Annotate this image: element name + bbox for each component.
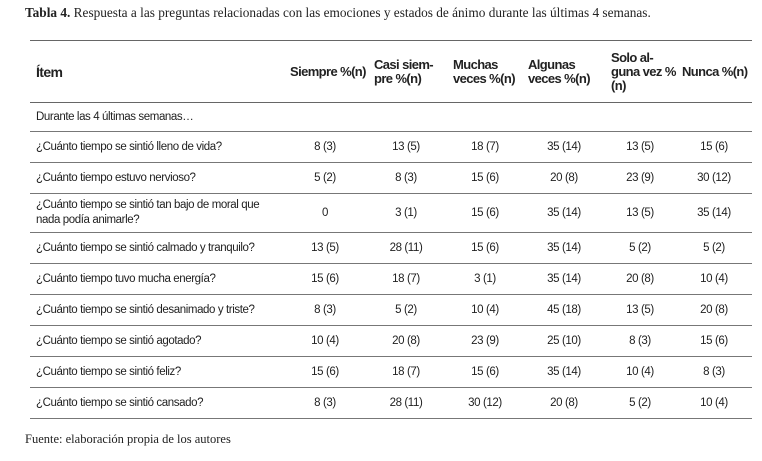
- row-item: ¿Cuánto tiempo se sintió feliz?: [30, 357, 284, 388]
- results-table: [30, 40, 752, 419]
- row-value: 10 (4): [604, 357, 676, 388]
- row-value: 10 (4): [676, 264, 752, 295]
- row-value: 20 (8): [604, 264, 676, 295]
- row-item: ¿Cuánto tiempo se sintió agotado?: [30, 326, 284, 357]
- row-value: 8 (3): [284, 295, 366, 326]
- row-item: ¿Cuánto tiempo se sintió desanimado y triste?: [30, 295, 284, 326]
- header-algunas-veces: Algunas veces %(n): [524, 41, 604, 103]
- row-value: 15 (6): [284, 357, 366, 388]
- table-row: [30, 264, 752, 295]
- row-value: 35 (14): [524, 264, 604, 295]
- row-value: 15 (6): [446, 357, 524, 388]
- table-row: [30, 388, 752, 419]
- row-value: 35 (14): [524, 194, 604, 233]
- row-value: 20 (8): [524, 388, 604, 419]
- row-item: ¿Cuánto tiempo se sintió cansado?: [30, 388, 284, 419]
- row-value: 15 (6): [446, 194, 524, 233]
- row-value: 10 (4): [446, 295, 524, 326]
- row-value: 5 (2): [604, 388, 676, 419]
- row-value: 15 (6): [446, 233, 524, 264]
- row-value: 13 (5): [284, 233, 366, 264]
- table-caption: [25, 5, 651, 21]
- row-value: 35 (14): [524, 357, 604, 388]
- row-value: 8 (3): [604, 326, 676, 357]
- row-value: 10 (4): [676, 388, 752, 419]
- row-value: 35 (14): [676, 194, 752, 233]
- row-value: 5 (2): [604, 233, 676, 264]
- table-row: [30, 233, 752, 264]
- row-value: 3 (1): [446, 264, 524, 295]
- row-value: 18 (7): [366, 357, 446, 388]
- section-row: [30, 103, 752, 132]
- row-item: ¿Cuánto tiempo estuvo nervioso?: [30, 163, 284, 194]
- row-value: 15 (6): [676, 132, 752, 163]
- table-row: [30, 357, 752, 388]
- header-casi-siempre: Casi siem-pre %(n): [366, 41, 446, 103]
- row-value: 13 (5): [366, 132, 446, 163]
- caption-label: Tabla 4.: [25, 5, 71, 20]
- row-value: 5 (2): [366, 295, 446, 326]
- row-value: 20 (8): [676, 295, 752, 326]
- row-value: 30 (12): [676, 163, 752, 194]
- header-muchas-veces: Muchas veces %(n): [446, 41, 524, 103]
- row-value: 15 (6): [284, 264, 366, 295]
- row-value: 8 (3): [676, 357, 752, 388]
- row-value: 28 (11): [366, 233, 446, 264]
- row-value: 35 (14): [524, 233, 604, 264]
- row-value: 8 (3): [366, 163, 446, 194]
- row-value: 10 (4): [284, 326, 366, 357]
- row-value: 13 (5): [604, 194, 676, 233]
- row-value: 20 (8): [524, 163, 604, 194]
- row-value: 35 (14): [524, 132, 604, 163]
- row-item: ¿Cuánto tiempo se sintió lleno de vida?: [30, 132, 284, 163]
- row-value: 45 (18): [524, 295, 604, 326]
- row-value: 3 (1): [366, 194, 446, 233]
- row-value: 20 (8): [366, 326, 446, 357]
- header-row: [30, 41, 752, 103]
- row-value: 15 (6): [676, 326, 752, 357]
- table-row: [30, 132, 752, 163]
- row-value: 5 (2): [284, 163, 366, 194]
- row-value: 23 (9): [604, 163, 676, 194]
- row-value: 13 (5): [604, 132, 676, 163]
- row-value: 28 (11): [366, 388, 446, 419]
- row-value: 8 (3): [284, 388, 366, 419]
- row-item: ¿Cuánto tiempo se sintió calmado y tranquilo?: [30, 233, 284, 264]
- header-item: Ítem: [30, 41, 284, 103]
- row-value: 30 (12): [446, 388, 524, 419]
- row-item: ¿Cuánto tiempo tuvo mucha energía?: [30, 264, 284, 295]
- row-value: 0: [284, 194, 366, 233]
- header-solo-alguna-vez: Solo al-guna vez %(n): [604, 41, 676, 103]
- row-value: 5 (2): [676, 233, 752, 264]
- caption-text: Respuesta a las preguntas relacionadas con las emociones y estados de ánimo durante las últimas 4 semanas.: [70, 5, 651, 20]
- table-row: [30, 295, 752, 326]
- header-siempre: Siempre %(n): [284, 41, 366, 103]
- row-value: 8 (3): [284, 132, 366, 163]
- footnote: Fuente: elaboración propia de los autores: [25, 432, 231, 446]
- row-value: 18 (7): [446, 132, 524, 163]
- row-value: 13 (5): [604, 295, 676, 326]
- table-row: [30, 163, 752, 194]
- table-row: [30, 326, 752, 357]
- table-row: [30, 194, 752, 233]
- row-value: 25 (10): [524, 326, 604, 357]
- row-value: 23 (9): [446, 326, 524, 357]
- row-item: ¿Cuánto tiempo se sintió tan bajo de moral que nada podía animarle?: [30, 194, 284, 233]
- row-value: 18 (7): [366, 264, 446, 295]
- row-value: 15 (6): [446, 163, 524, 194]
- section-label: Durante las 4 últimas semanas…: [30, 103, 752, 132]
- header-nunca: Nunca %(n): [676, 41, 752, 103]
